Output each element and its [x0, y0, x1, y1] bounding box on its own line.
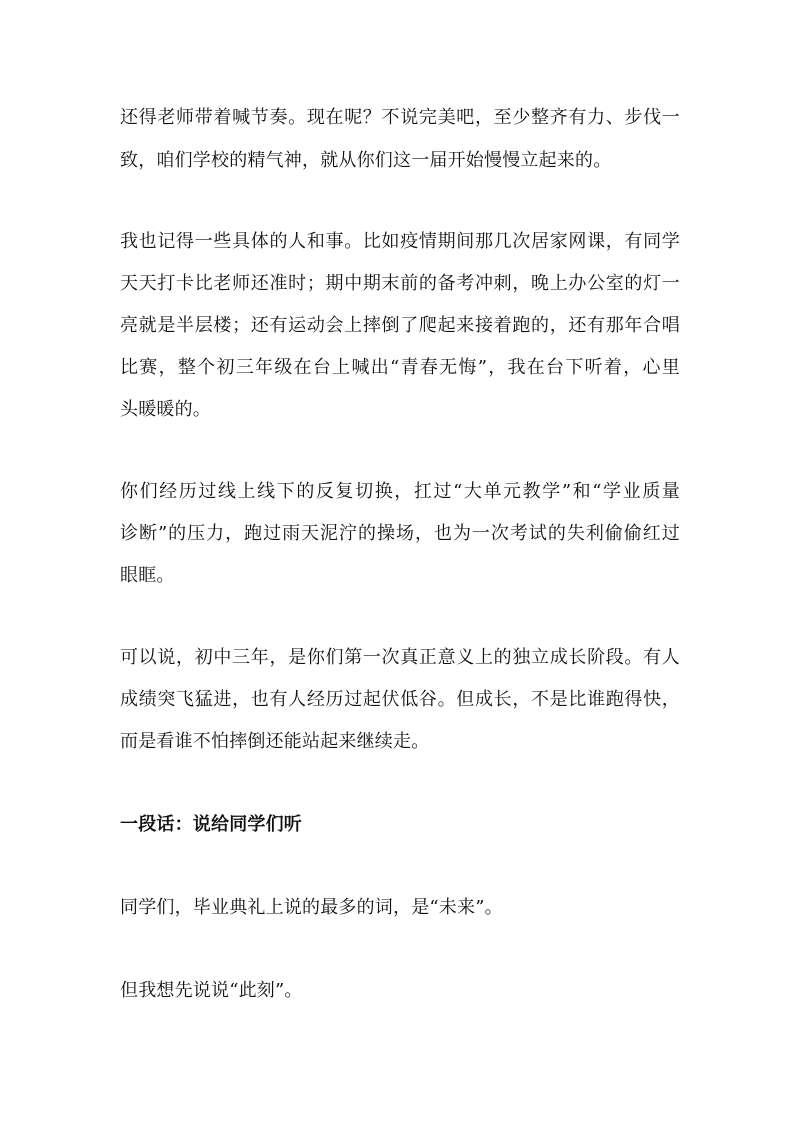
paragraph-line: 但我想先说说“此刻”。: [120, 980, 303, 1001]
paragraph-line: 眼眶。: [120, 565, 175, 586]
paragraph-line: 诊断”的压力，跑过雨天泥泞的操场，也为一次考试的失利偷偷红过: [120, 523, 680, 544]
paragraph-line: 天天打卡比老师还准时；期中期末前的备考冲刺，晚上办公室的灯一: [120, 273, 680, 294]
paragraph-line: 你们经历过线上线下的反复切换，扛过“大单元教学”和“学业质量: [120, 481, 680, 502]
paragraph-line: 比赛，整个初三年级在台上喊出“青春无悔”，我在台下听着，心里: [120, 357, 680, 378]
paragraph-line: 我也记得一些具体的人和事。比如疫情期间那几次居家网课，有同学: [120, 231, 680, 252]
paragraph-line: 头暖暖的。: [120, 399, 211, 420]
paragraph-line: 而是看谁不怕摔倒还能站起来继续走。: [120, 731, 430, 752]
paragraph-line: 可以说，初中三年，是你们第一次真正意义上的独立成长阶段。有人: [120, 647, 680, 668]
paragraph-line: 还得老师带着喊节奏。现在呢？不说完美吧，至少整齐有力、步伐一: [120, 107, 680, 128]
section-heading: 一段话：说给同学们听: [120, 814, 302, 835]
paragraph-line: 同学们，毕业典礼上说的最多的词，是“未来”。: [120, 897, 503, 918]
paragraph-line: 致，咱们学校的精气神，就从你们这一届开始慢慢立起来的。: [120, 150, 612, 171]
paragraph-line: 成绩突飞猛进，也有人经历过起伏低谷。但成长，不是比谁跑得快，: [120, 689, 680, 710]
paragraph-line: 亮就是半层楼；还有运动会上摔倒了爬起来接着跑的，还有那年合唱: [120, 315, 680, 336]
